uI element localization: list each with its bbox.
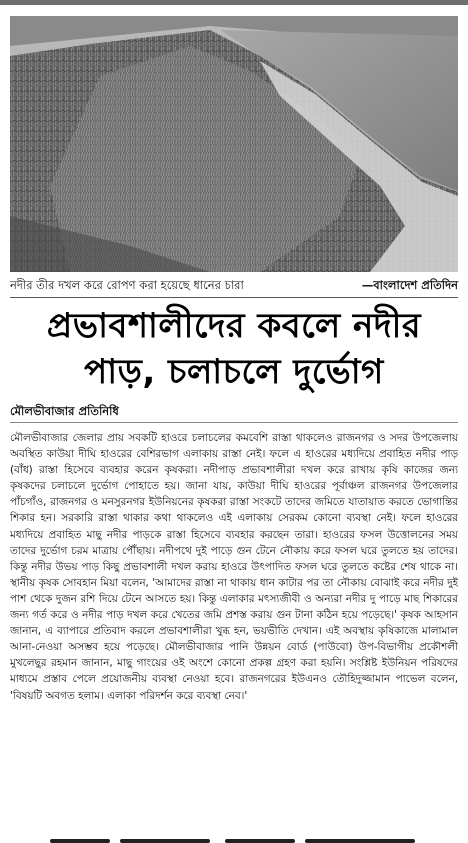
article-body: মৌলভীবাজার জেলার প্রায় সবকটি হাওরে চলাচলের কমবেশি রাস্তা থাকলেও রাজনগর ও সদর উপজেলায় অবস্থিত কাউয়া দীঘি হাওরের বেশিরভাগ এলাকায় রাস্তা নেই। ফলে এ হাওরের মধ্যদিয়ে প্রবাহিত নদীর পাড় (বাঁধ) রাস্তা হিসেবে ব্যবহার করেন কৃষকরা। নদীপাড় প্রভাবশালীরা দখল করে রাখায় কৃষি কাজের জন্য কৃষকদের চলাচলে দুর্ভোগ পোহাতে হয়। জানা যায়, কাউয়া দীঘি হাওরের পূর্বাঞ্চল রাজনগর উপজেলার পাঁচগাঁও, রাজনগর ও মনসুরনগর ইউনিয়নের কৃষকরা রাস্তা সংকটে তাদের জমিতে যাতায়াত করতে ভোগান্তির শিকার হন। সরকারি রাস্তা থাকার কথা থাকলেও এই এলাকায় সেরকম কোনো ব্যবস্থা নেই। ফলে হাওরের মধ্যদিয়ে প্রবাহিত মাছু নদীর পাড়কে রাস্তা হিসেবে ব্যবহার করছেন তারা। হাওরের ফসল উত্তোলনের সময় তাদের দুর্ভোগ চরম মাত্রায় পৌঁছায়। নদীপথে দুই পাড়ে গুন টেনে নৌকায় করে ফসল ঘরে তুলতে হয় তাদের। কিন্তু নদীর উভয় পাড় কিছু প্রভাবশালী দখল করায় হাওরে উৎপাদিত ফসল ঘরে তুলতে কষ্টের শেষ থাকে না। স্থানীয় কৃষক সোবহান মিয়া বলেন, 'আমাদের রাস্তা না থাকায় ধান কাটার পর তা নৌকায় বোঝাই করে নদীর দুই পাশ থেকে দুজন রশি দিয়ে টেনে আসতে হয়। কিন্তু এলাকার মৎস্যজীবী ও অন্যরা নদীর দু পাড়ে মাছ শিকারের জন্য গর্ত করে ও নদীর পাড় দখল করে খেতের জমি প্রশস্ত করায় গুন টানা কঠিন হয়ে পড়েছে।' কৃষক আহসান জানান, এ ব্যাপারে প্রতিবাদ করলে প্রভাবশালীরা খুব্ধ হন, ভয়ভীতি দেখান। এই অবস্থায় কৃষিকাজে মালামাল আনা-নেওয়া অসম্ভব হয়ে পড়েছে। মৌলভীবাজার পানি উন্নয়ন বোর্ড (পাউবো) উপ-বিভাগীয় প্রকৌশলী মুখলেছুর রহমান জানান, মাছু গাংয়ের ওই অংশে কোনো প্রকল্প গ্রহণ করা হয়নি। সংশ্লিষ্ট ইউনিয়ন পরিষদের মাধ্যমে প্রস্তাব পেলে প্রয়োজনীয় ব্যবস্থা নেওয়া হবে। রাজনগরের ইউএনও তৌহিদুজ্জামান পাভেল বলেন, 'বিষয়টি অবগত হলাম। এলাকা পরিদর্শন করে ব্যবস্থা নেব।' — [10, 432, 458, 702]
article-headline — [10, 303, 458, 395]
page-top-rule — [0, 0, 468, 5]
news-photo — [10, 16, 458, 272]
photo-caption-row — [10, 276, 458, 294]
caption-divider — [10, 297, 458, 298]
headline-line-2: পাড়, চলাচলে দুর্ভোগ — [84, 352, 384, 392]
headline-line-1: প্রভাবশালীদের কবলে নদীর — [46, 306, 422, 346]
photo-caption: নদীর তীর দখল করে রোপণ করা হয়েছে ধানের চারা — [10, 278, 244, 292]
article-byline: মৌলভীবাজার প্রতিনিধি — [10, 404, 119, 418]
byline-divider — [10, 422, 458, 423]
photo-credit: —বাংলাদেশ প্রতিদিন — [361, 278, 458, 292]
cut-off-next-headline — [40, 834, 430, 843]
riverbank-rice-field-image — [10, 16, 458, 272]
